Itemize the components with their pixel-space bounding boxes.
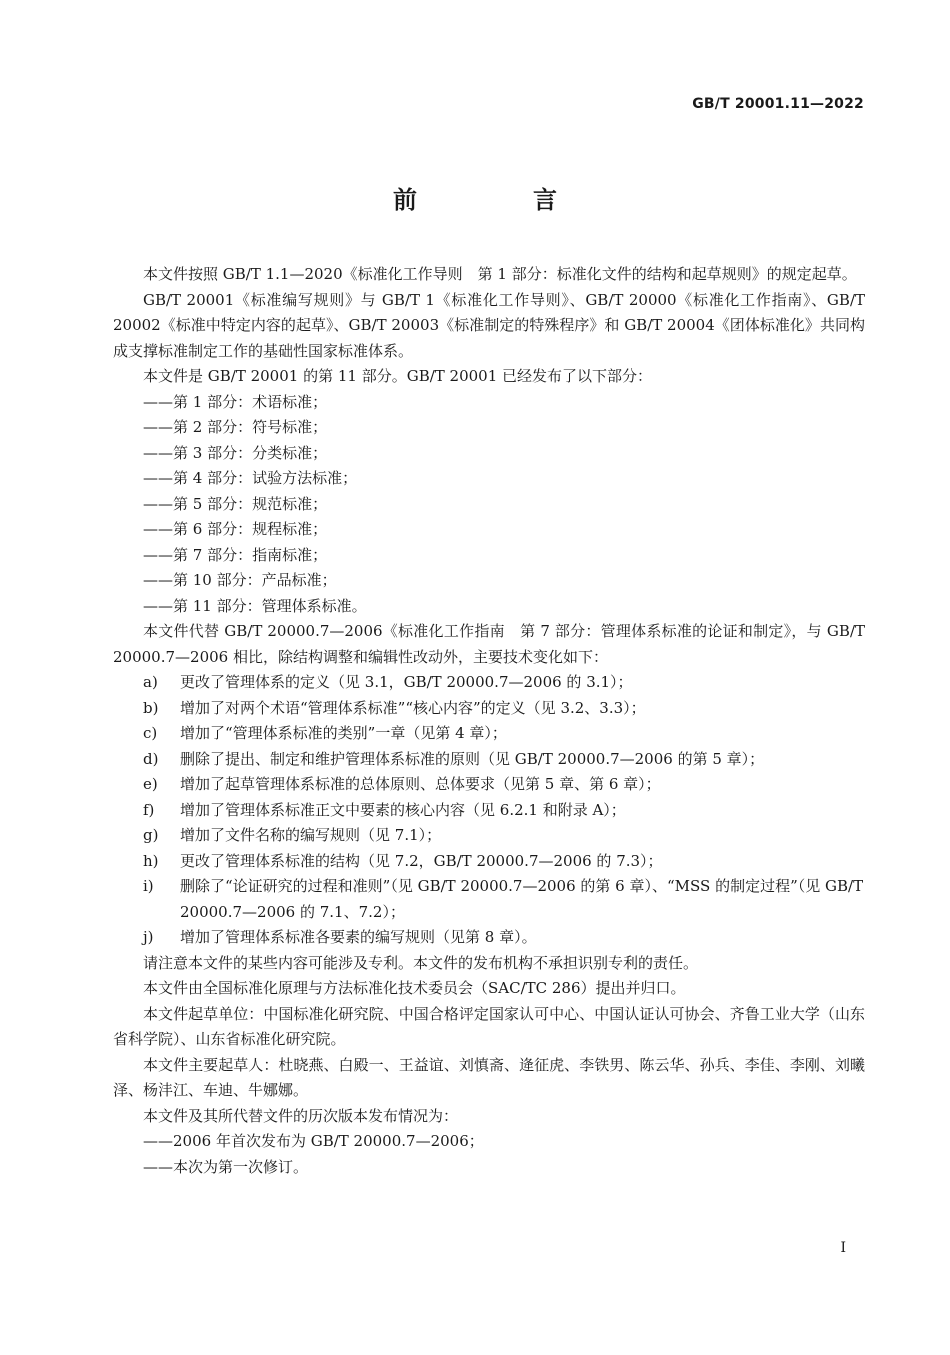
item-label: b) — [143, 698, 159, 717]
item-text: 更改了管理体系的定义（见 3.1，GB/T 20000.7—2006 的 3.1）； — [180, 673, 633, 691]
paragraph-proposer: 本文件由全国标准化原理与方法标准化技术委员会（SAC/TC 286）提出并归口。 — [143, 979, 686, 997]
list-item — [113, 798, 865, 824]
list-item: ——第 3 部分：分类标准； — [143, 443, 328, 462]
page-number: I — [840, 1240, 846, 1256]
paragraph-drafting-rules: 本文件按照 GB/T 1.1—2020《标准化工作导则 第 1 部分：标准化文件的结构和起草规则》的规定起草。 — [143, 265, 857, 283]
item-label: c) — [143, 724, 158, 742]
list-item: ——第 11 部分：管理体系标准。 — [143, 596, 367, 615]
list-item — [113, 747, 865, 773]
page-title: 前 言 — [393, 186, 603, 214]
item-label: g) — [143, 826, 159, 844]
list-item — [113, 849, 865, 875]
list-item: ——第 2 部分：符号标准； — [143, 418, 328, 436]
list-item: ——第 1 部分：术语标准； — [143, 392, 328, 411]
item-label: f) — [143, 800, 155, 819]
paragraph-history-intro: 本文件及其所代替文件的历次版本发布情况为： — [143, 1106, 459, 1125]
list-item: ——本次为第一次修订。 — [143, 1157, 309, 1176]
document-code: GB/T 20001.11—2022 — [692, 96, 864, 112]
list-item: ——2006 年首次发布为 GB/T 20000.7—2006； — [143, 1132, 484, 1150]
list-item — [113, 925, 865, 951]
item-text: 增加了文件名称的编写规则（见 7.1）； — [180, 826, 442, 844]
list-item — [113, 721, 865, 747]
item-text: 增加了管理体系标准各要素的编写规则（见第 8 章）。 — [180, 928, 537, 946]
item-label: h) — [143, 851, 159, 870]
parts-list — [113, 390, 865, 620]
list-item: ——第 10 部分：产品标准； — [143, 571, 337, 589]
item-text: 删除了提出、制定和维护管理体系标准的原则（见 GB/T 20000.7—2006 的第 5 章）； — [180, 749, 765, 768]
item-text: 增加了“管理体系标准的类别”一章（见第 4 章）； — [180, 724, 507, 742]
paragraph-parts-intro: 本文件是 GB/T 20001 的第 11 部分。GB/T 20001 已经发布了以下部分： — [143, 367, 653, 385]
item-label: a) — [143, 673, 158, 691]
item-label: i) — [143, 877, 154, 895]
history-list — [113, 1129, 865, 1180]
item-text: 删除了“论证研究的过程和准则”（见 GB/T 20000.7—2006 的第 6 章）、“MSS 的制定过程”（见 GB/T 20000.7—2006 的 7.1、7.2）； — [180, 877, 864, 921]
list-item — [113, 670, 865, 696]
paragraph-drafting-units: 本文件起草单位：中国标准化研究院、中国合格评定国家认可中心、中国认证认可协会、齐鲁工业大学（山东省科学院）、山东省标准化研究院。 — [113, 1004, 865, 1048]
changes-list — [113, 670, 865, 951]
item-label: e) — [143, 775, 158, 793]
list-item — [113, 772, 865, 798]
list-item — [113, 874, 865, 925]
item-text: 更改了管理体系标准的结构（见 7.2，GB/T 20000.7—2006 的 7.3）； — [180, 851, 663, 870]
paragraph-standard-system: GB/T 20001《标准编写规则》与 GB/T 1《标准化工作导则》、GB/T 20000《标准化工作指南》、GB/T 20002《标准中特定内容的起草》、GB/T 20003《标准制定的特殊程序》和 GB/T 20004《团体标准化》共同构成支撑标准制定工作的基础性国家标准体系。 — [113, 290, 865, 360]
list-item: ——第 6 部分：规程标准； — [143, 520, 328, 538]
list-item: ——第 5 部分：规范标准； — [143, 494, 328, 513]
item-label: d) — [143, 749, 159, 768]
list-item — [113, 823, 865, 849]
item-text: 增加了对两个术语“管理体系标准”“核心内容”的定义（见 3.2、3.3）； — [180, 698, 646, 717]
item-label: j) — [143, 928, 154, 946]
list-item: ——第 4 部分：试验方法标准； — [143, 469, 358, 487]
document-body — [113, 262, 865, 1180]
list-item — [113, 696, 865, 722]
item-text: 增加了管理体系标准正文中要素的核心内容（见 6.2.1 和附录 A）； — [180, 800, 626, 819]
item-text: 增加了起草管理体系标准的总体原则、总体要求（见第 5 章、第 6 章）； — [180, 775, 661, 793]
paragraph-patent-notice: 请注意本文件的某些内容可能涉及专利。本文件的发布机构不承担识别专利的责任。 — [143, 953, 699, 972]
list-item: ——第 7 部分：指南标准； — [143, 545, 328, 564]
paragraph-replacement: 本文件代替 GB/T 20000.7—2006《标准化工作指南 第 7 部分：管理体系标准的论证和制定》，与 GB/T 20000.7—2006 相比，除结构调整和编辑性改动外，主要技术变化如下： — [113, 622, 865, 666]
paragraph-drafters: 本文件主要起草人：杜晓燕、白殿一、王益谊、刘慎斋、逄征虎、李铁男、陈云华、孙兵、李佳、李刚、刘曦泽、杨沣江、车迪、牛娜娜。 — [113, 1055, 865, 1099]
